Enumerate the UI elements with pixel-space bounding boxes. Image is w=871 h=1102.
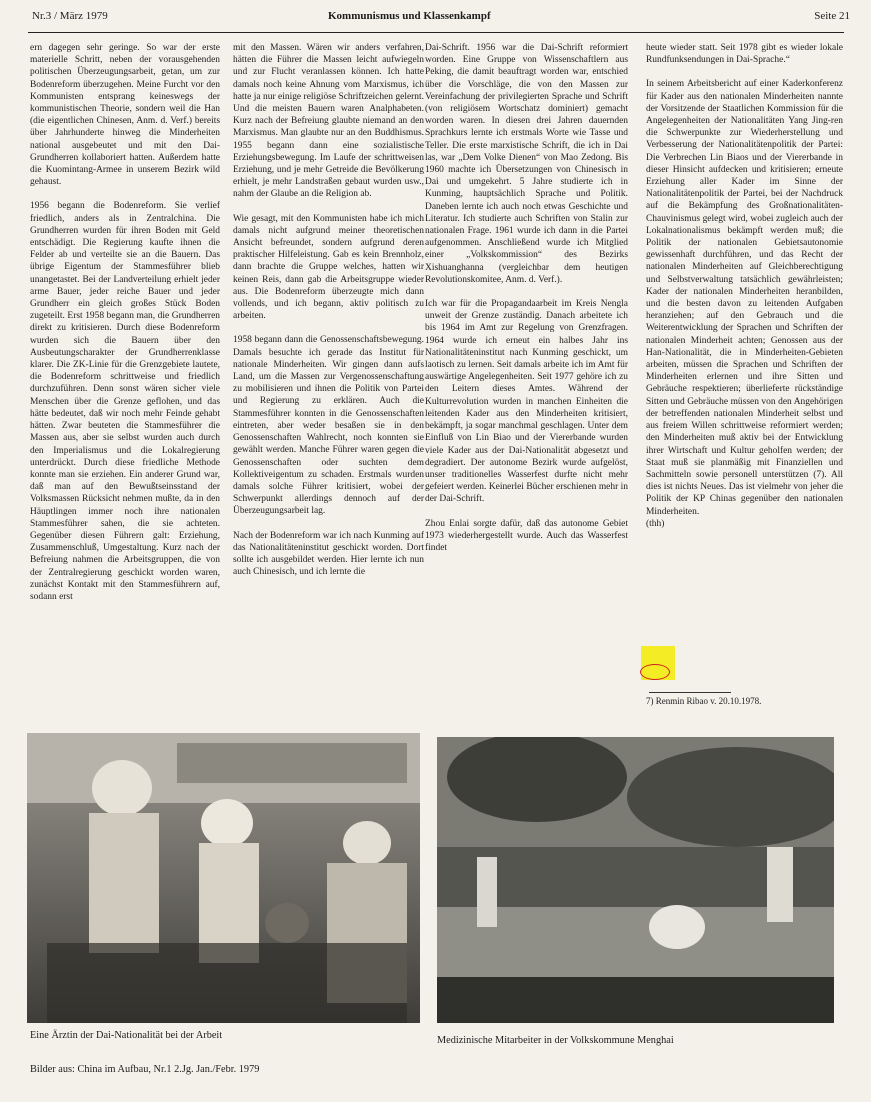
text-column-4 [646, 42, 843, 530]
photo-credit: Bilder aus: China im Aufbau, Nr.1 2.Jg. Jan./Febr. 1979 [30, 1064, 260, 1075]
page-number: Seite 21 [814, 10, 850, 22]
text-column-3 [425, 42, 628, 554]
photo-doctor [27, 733, 420, 1023]
photo-doctor-image [27, 733, 420, 1023]
photo-medical-workers [437, 737, 834, 1023]
author-initials: (thh) [646, 518, 665, 529]
paragraph: ern dagegen sehr geringe. So war der erste materielle Schritt, neben der vorausgehenden politischen Überzeugungsarbeit, getan, um zur Bodenreform überzugehen. Meine Furcht vor den Kommunisten entsprang keineswegs der kommunistischen Theorie, sondern weil die Han (die eigentlichen Chinesen, Anm. d. Verf.) bereits über Jahrhunderte hinweg die Minderheiten national ausgebeutet und mit den Dai-Grundherren kollaboriert hatten. Außerdem hatte die Kuomintang-Armee in unserem Bezirk wild gehaust. [30, 43, 220, 188]
paragraph: 1956 begann die Bodenreform. Sie verlief friedlich, anders als in Zentralchina. Die Grundherren wurden für ihren Boden mit Geld entschädigt. Die Regierung kaufte ihnen die Felder ab und verteilte sie an die Bauern. Das übrige Eigentum der Stammesführer blieb unangetastet. Bei der Landverteilung erhielt jeder arme Bauer, jeder reiche Bauer und jeder Grundherr ein gleich großes Stück Boden zugeteilt. Erst 1958 begann man, die Grundherren direkt zu kritisieren. Durch diese Bodenreform wurden sich die Bauern über den Ausbeutungscharakter der Grundherrenklasse klarer. Die ZK-Linie für die Grenzgebiete lautete, die Bodenreform schrittweise und friedlich durchzuführen. Denn sonst wären sicher viele Menschen über die Grenze geflohen, und das hätte bedeutet, daß wir noch mehr Feinde gehabt hätten. Zwar beuteten die Stammesführer die Massen aus, aber sie selbst wurden auch durch den Imperialismus und die Lokalregierung unterdrückt. Durch diese friedliche Methode konnte man sie erziehen. Ein anderer Grund war, daß man auf den Bewußtseinsstand der Volksmassen Rücksicht nehmen mußte, da in den Häuptlingen immer noch ihre nationalen Stammesführer sahen, die sie achteten. Gegenüber diesen Führern galt: Erziehung, Zusammenschluß, Umgestaltung. Kurz nach der Befreiung nahmen die Arbeitsgruppen, die von der Zentralregierung geschickt worden waren, zunächst Kontakt mit den Stammesführern auf, sodann erst [30, 201, 220, 602]
page-header [20, 10, 850, 32]
paragraph: heute wieder statt. Seit 1978 gibt es wieder lokale Rundfunksendungen in Dai-Sprache.“ [646, 43, 843, 66]
paragraph: In seinem Arbeitsbericht auf einer Kaderkonferenz für Kader aus den nationalen Minderheiten nannte der Vorsitzende der Staatlichen Kommission für die Angelegenheiten der Nationalitäten Yang Jing-ren die Schwerpunkte zur Wiederherstellung und Verbesserung der Nationalitätenpolitik der Partei: Die Verbrechen Lin Biaos und der Viererbande in dieser Hinsicht aufdecken und kritisieren; erneute Erziehung aller Kader im Sinne der Nationalitätenpolitik der Partei, bei der Nachdruck auf die Bekämpfung des Großnationalitäten-Chauvinismus gelegt wird, wobei zugleich auch der Lokalnationalismus bekämpft werden muß; die Politik der nationalen Gebietsautonomie gewissenhaft durchführen, und das Recht der nationalen Minderheiten auf Gleichberechtigung und Selbstverwaltung tatsächlich gewährleisten; Kader der nationalen Minderheiten heranbilden, und die besten davon zu leitenden Aufgaben heranziehen; auf den Gebrauch und die Weiterentwicklung der Sprachen und Schriften der nationalen Minderheit achten; Genossen aus der Han-Nationalität, die in Minderheiten-Gebieten arbeiten, müssen die Sprachen und Schriften der Minderheiten erlernen und ihre Sitten und Gebräuche respektieren; überlieferte rückständige Sitten und Gebräuche müssen von den Angehörigen der betreffenden nationalen Minderheit selbst und aus freiem Willen schrittweise reformiert werden; den Minderheiten muß aktiv bei der Entwicklung ihrer Wirtschaft und Kultur geholfen werden; der Staat muß sie planmäßig mit Finanziellen und Sachmitteln sowie personell unterstützen (7). All dies ist nichts Neues. Das ist vielmehr von jeher die Politik der KP Chinas gegenüber den nationalen Minderheiten. [646, 79, 843, 517]
text-column-1 [30, 42, 220, 603]
caption-photo-1: Eine Ärztin der Dai-Nationalität bei der Arbeit [30, 1030, 223, 1041]
paragraph: 1958 begann dann die Genossenschaftsbewegung. Damals besuchte ich gerade das Institut für nationale Minderheiten. Wir gingen dann aufs Land, um die Massen zur Vergenossenschaftung zu mobilisieren und ihnen die Politik von Partei und Regierung zu erklären. Auch die Stammesführer konnten in die Genossenschaften eintreten, aber weder besaßen sie in den Genossenschaften Wahlrecht, noch konnten sie gewählt werden. Manche Führer waren gegen die Genossenschaften oder suchten dem Kollektiveigentum zu schaden. Erstmals wurden damals solche Führer kritisiert, wobei der Schwerpunkt allerdings dennoch auf der Überzeugungsarbeit lag. [233, 335, 424, 517]
text-column-2 [233, 42, 424, 578]
header-rule [28, 32, 844, 33]
paragraph: Dai-Schrift. 1956 war die Dai-Schrift reformiert worden. Eine Gruppe von Wissenschaftlern aus Peking, die damit beauftragt worden war, entschied über die Vorschläge, die von den Massen zur Vereinfachung der privilegierten Sprache und Schrift (von religiösem Wortschatz dominiert) gemacht worden waren. In diesen drei Jahren dauernden Sprachkurs lernte ich erstmals Worte wie Tasse und Teller. Die erste marxistische Schrift, die ich in Dai las, war „Dem Volke Dienen“ von Mao Zedong. Bis 1960 machte ich Übersetzungen von Chinesisch in Dai und umgekehrt. 5 Jahre studierte ich in Kunming, hauptsächlich Sprache und Politik. Daneben lernte ich auch noch etwas Geschichte und Literatur. Ich studierte auch Schriften von Stalin zur nationalen Frage. 1961 wurde ich dann in die Partei aufgenommen. Anschließend wurde ich Mitglied einer „Volkskommission“ des Bezirks Xishuanghanna (vergleichbar dem heutigen Revolutionskomitee, Anm. d. Verf.). [425, 43, 628, 285]
red-circle-mark [640, 664, 670, 680]
footnote-rule [649, 692, 731, 693]
footnote: 7) Renmin Ribao v. 20.10.1978. [646, 696, 762, 706]
paragraph: mit den Massen. Wären wir anders verfahren, hätten die Führer die Massen leicht aufwiegeln und zur Flucht veranlassen können. Ich hatte damals noch keine Ahnung vom Marxismus, ich hatte ja nur einige religiöse Schriftzeichen gelernt. Und die meisten Bauern waren Analphabeten. Kurz nach der Befreiung glaubte niemand an den Marxismus. Man glaubte nur an den Buddhismus. 1955 begann dann eine sozialistische Erziehungsbewegung. Im Laufe der schrittweisen Erziehung, und je mehr Getreide die Bevölkerung erhielt, je mehr Landstraßen gebaut wurden usw., nahm der Glaube an die Religion ab. [233, 43, 424, 200]
photo-medical-workers-image [437, 737, 834, 1023]
paragraph: Wie gesagt, mit den Kommunisten habe ich mich damals nicht aufgrund meiner theoretischen Ansicht befreundet, sondern aufgrund deren praktischer Hilfeleistung. Gab es kein Brennholz, dann brachte die Gruppe welches, hatten wir keinen Reis, dann gab die Arbeitsgruppe wieder aus. Die Bodenreform überzeugte mich dann vollends, und ich begann, aktiv politisch zu arbeiten. [233, 213, 424, 322]
issue-number: Nr.3 / März 1979 [32, 10, 108, 22]
paragraph: Nach der Bodenreform war ich nach Kunming auf das Nationalitäteninstitut geschickt worden. Dort sollte ich ausgebildet werden. Hier lernte ich nun auch Chinesisch, und ich lernte die [233, 530, 424, 578]
paragraph: Zhou Enlai sorgte dafür, daß das autonome Gebiet 1973 wiederhergestellt wurde. Auch das Wasserfest findet [425, 518, 628, 553]
publication-title: Kommunismus und Klassenkampf [328, 10, 491, 22]
caption-photo-2: Medizinische Mitarbeiter in der Volkskommune Menghai [437, 1035, 674, 1046]
paragraph: Ich war für die Propagandaarbeit im Kreis Nengla unweit der Grenze zuständig. Danach arbeitete ich bis 1964 im Amt zur Regelung von Grenzfragen. 1964 wurde ich erneut ein halbes Jahr ins Nationalitäteninstitut nach Kunming geschickt, um laotisch zu lernen. Seit damals arbeite ich im Amt für auswärtige Angelegenheiten. Seit 1977 gehöre ich zu den Leitern dieses Amtes. Während der Kulturrevolution wurden in manchen Einheiten die leitenden Kader aus den Minderheiten kritisiert, bekämpft, ja sogar manchmal geschlagen. Unter dem Einfluß von Lin Biao und der Viererbande wurden viele Kader aus der Dai-Nationalität abgesetzt und degradiert. Der autonome Bezirk wurde aufgelöst, unser traditionelles Wasserfest durfte nicht mehr gefeiert werden. Keinerlei Bücher erschienen mehr in der Dai-Schrift. [425, 299, 628, 505]
